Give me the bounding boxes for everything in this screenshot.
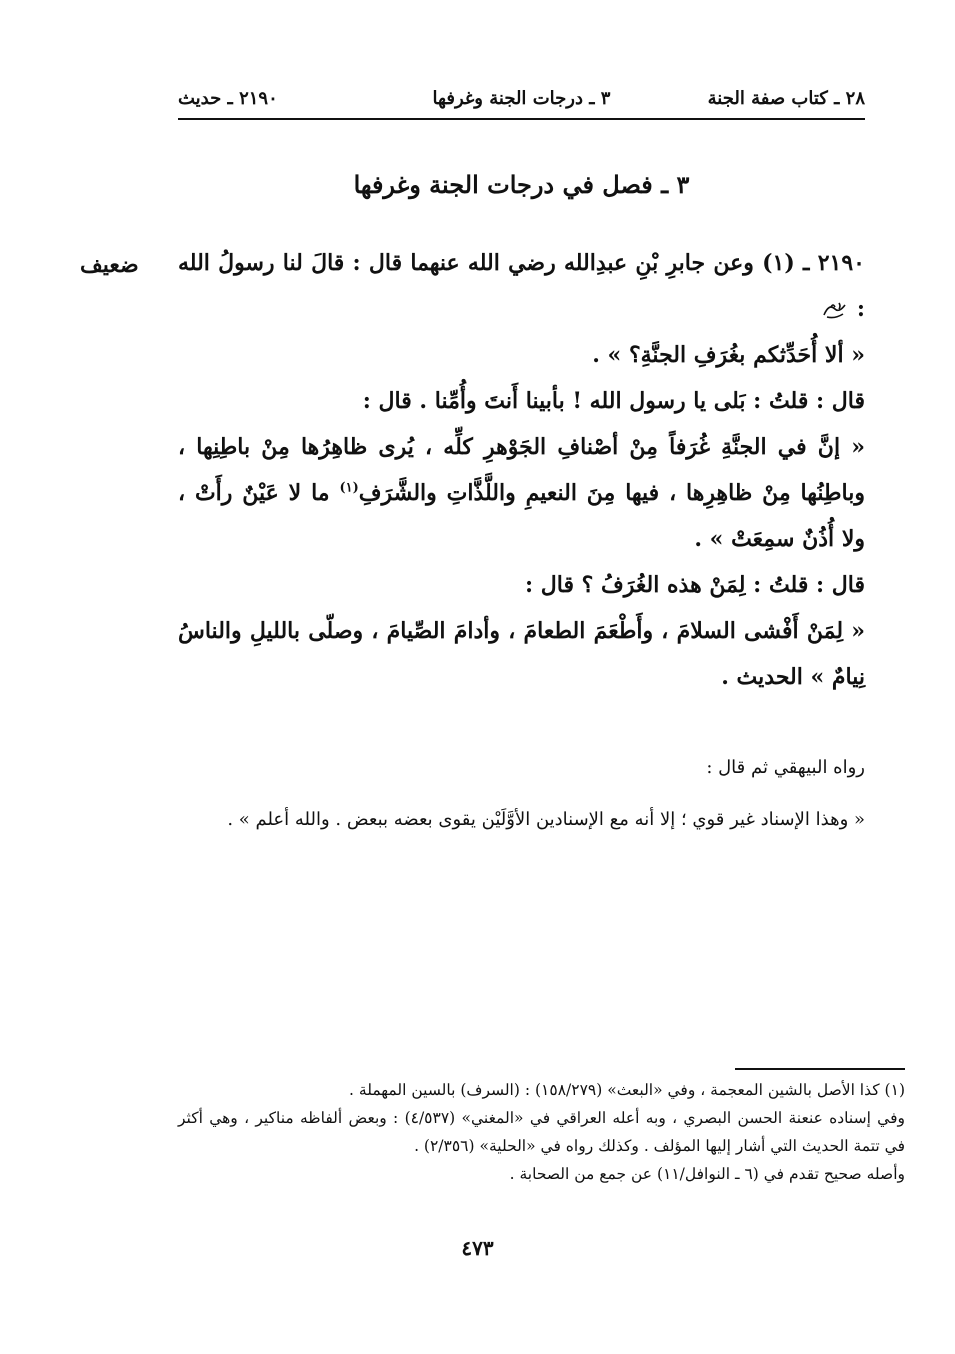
- hadith-number: ٢١٩٠ ـ (١): [762, 250, 865, 276]
- hadith-opening-paragraph: [178, 240, 865, 332]
- salawat-ligature-icon: [821, 299, 849, 321]
- footnotes: [178, 1076, 905, 1188]
- hadith-matn-2: « لِمَنْ أَفْشى السلامَ ، وأَطْعَمَ الطعامَ ، وأدامَ الصِّيامَ ، وصلّى بالليلِ والناسُ نِيامٌ » الحديث .: [178, 618, 865, 690]
- hadith-question-2: قال : قلتُ : لِمَنْ هذه الغُرَفُ ؟ قال :: [524, 572, 865, 598]
- hadith-reply-1: قال : قلتُ : بَلى يا رسول الله ! بأبينا أَنتَ وأُمِّنا . قال :: [362, 388, 865, 414]
- footnote-divider: [735, 1068, 905, 1070]
- hadith-matn-1-end: ما لا عَيْنٌ رأَتْ ، ولا أُذُنٌ سمِعَتْ » .: [178, 480, 865, 552]
- page-number: ٤٧٣: [461, 1236, 494, 1260]
- footnote-marker: (١): [339, 480, 359, 496]
- footnote-2: وفي إسناده عنعنة الحسن البصري ، وبه أعله العراقي في «المغني» (٤/٥٣٧) : وبعض ألفاظه مناكير ، وهي أكثر في تتمة الحديث التي أشار إليها المؤلف . وكذلك رواه في «الحلية» (٢/٣٥٦) .: [178, 1109, 905, 1155]
- narration-quote: « وهذا الإسناد غير قوي ؛ إلا أنه مع الإسنادين الأوَّلَيْن يقوى بعضه ببعض . والله أعلم » .: [227, 809, 865, 830]
- hadith-matn-1-text: « إنَّ في الجنَّةِ غُرَفاً مِنْ أصْنافِ الجَوْهرِ كلِّه ، يُرى ظاهِرُها مِنْ باطِنِها ، وباطِنُها مِنْ ظاهِرِها ، فيها مِنَ النعيمِ واللَّذَّاتِ والشَّرَفِ: [178, 434, 866, 506]
- header-hadith-number: ٢١٩٠ ـ حديث: [178, 88, 278, 109]
- header-chapter-title: ٣ ـ درجات الجنة وغرفها: [432, 88, 611, 109]
- hadith-matn-1: [178, 424, 865, 562]
- hadith-isnad: وعن جابرِ بْنِ عبدِالله رضي الله عنهما قال : قالَ لنا رسولُ الله :: [178, 250, 865, 322]
- hadith-body: [178, 240, 865, 700]
- narration-source: رواه البيهقي ثم قال :: [706, 757, 865, 778]
- hadith-grade-label: ضعيف: [80, 252, 139, 278]
- section-title: ٣ ـ فصل في درجات الجنة وغرفها: [353, 170, 690, 199]
- footnote-3: وأصله صحيح تقدم في (٦ ـ النوافل/١١) عن جمع من الصحابة .: [509, 1165, 905, 1183]
- narration-commentary: [178, 742, 865, 846]
- header-book-title: ٢٨ ـ كتاب صفة الجنة: [707, 88, 865, 109]
- running-header: [178, 88, 865, 120]
- footnote-1: (١) كذا الأصل بالشين المعجمة ، وفي «البعث» (١٥٨/٢٧٩) : (السرف) بالسين المهملة .: [349, 1081, 905, 1099]
- hadith-question-1: « ألا أُحَدِّثكم بغُرَفِ الجنَّةِ؟ » .: [592, 342, 865, 368]
